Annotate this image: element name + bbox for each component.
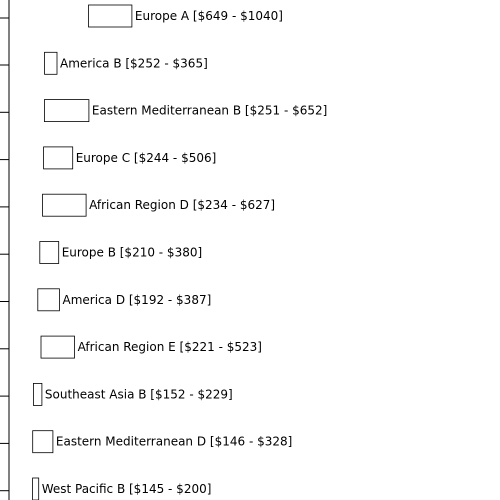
- y-axis: [0, 0, 9, 500]
- range-bar: [33, 478, 39, 500]
- bar-label: America B [$252 - $365]: [60, 56, 208, 71]
- range-bar: [45, 52, 58, 74]
- range-bar: [44, 147, 73, 169]
- range-bar: [41, 336, 75, 358]
- bar-label: West Pacific B [$145 - $200]: [41, 482, 212, 496]
- bar-label: Southeast Asia B [$152 - $229]: [44, 387, 233, 402]
- bar-labels: [42, 9, 328, 496]
- bar-label: Europe B [$210 - $380]: [61, 245, 203, 260]
- bar-label: Eastern Mediterranean D [$146 - $328]: [55, 434, 293, 449]
- range-bar: [33, 431, 53, 453]
- range-bar: [44, 100, 89, 122]
- bar-label: Eastern Mediterranean B [$251 - $652]: [91, 103, 328, 118]
- bar-label: African Region D [$234 - $627]: [89, 198, 276, 213]
- range-bar: [38, 289, 60, 311]
- range-bar: [43, 194, 87, 216]
- bar-label: Europe A [$649 - $1040]: [134, 9, 283, 23]
- bar-label: African Region E [$221 - $523]: [77, 340, 262, 355]
- range-bar: [33, 383, 42, 405]
- bar-label: Europe C [$244 - $506]: [75, 150, 217, 165]
- range-bar: [40, 242, 59, 264]
- bar-label: America D [$192 - $387]: [62, 292, 212, 307]
- range-bar: [89, 5, 132, 27]
